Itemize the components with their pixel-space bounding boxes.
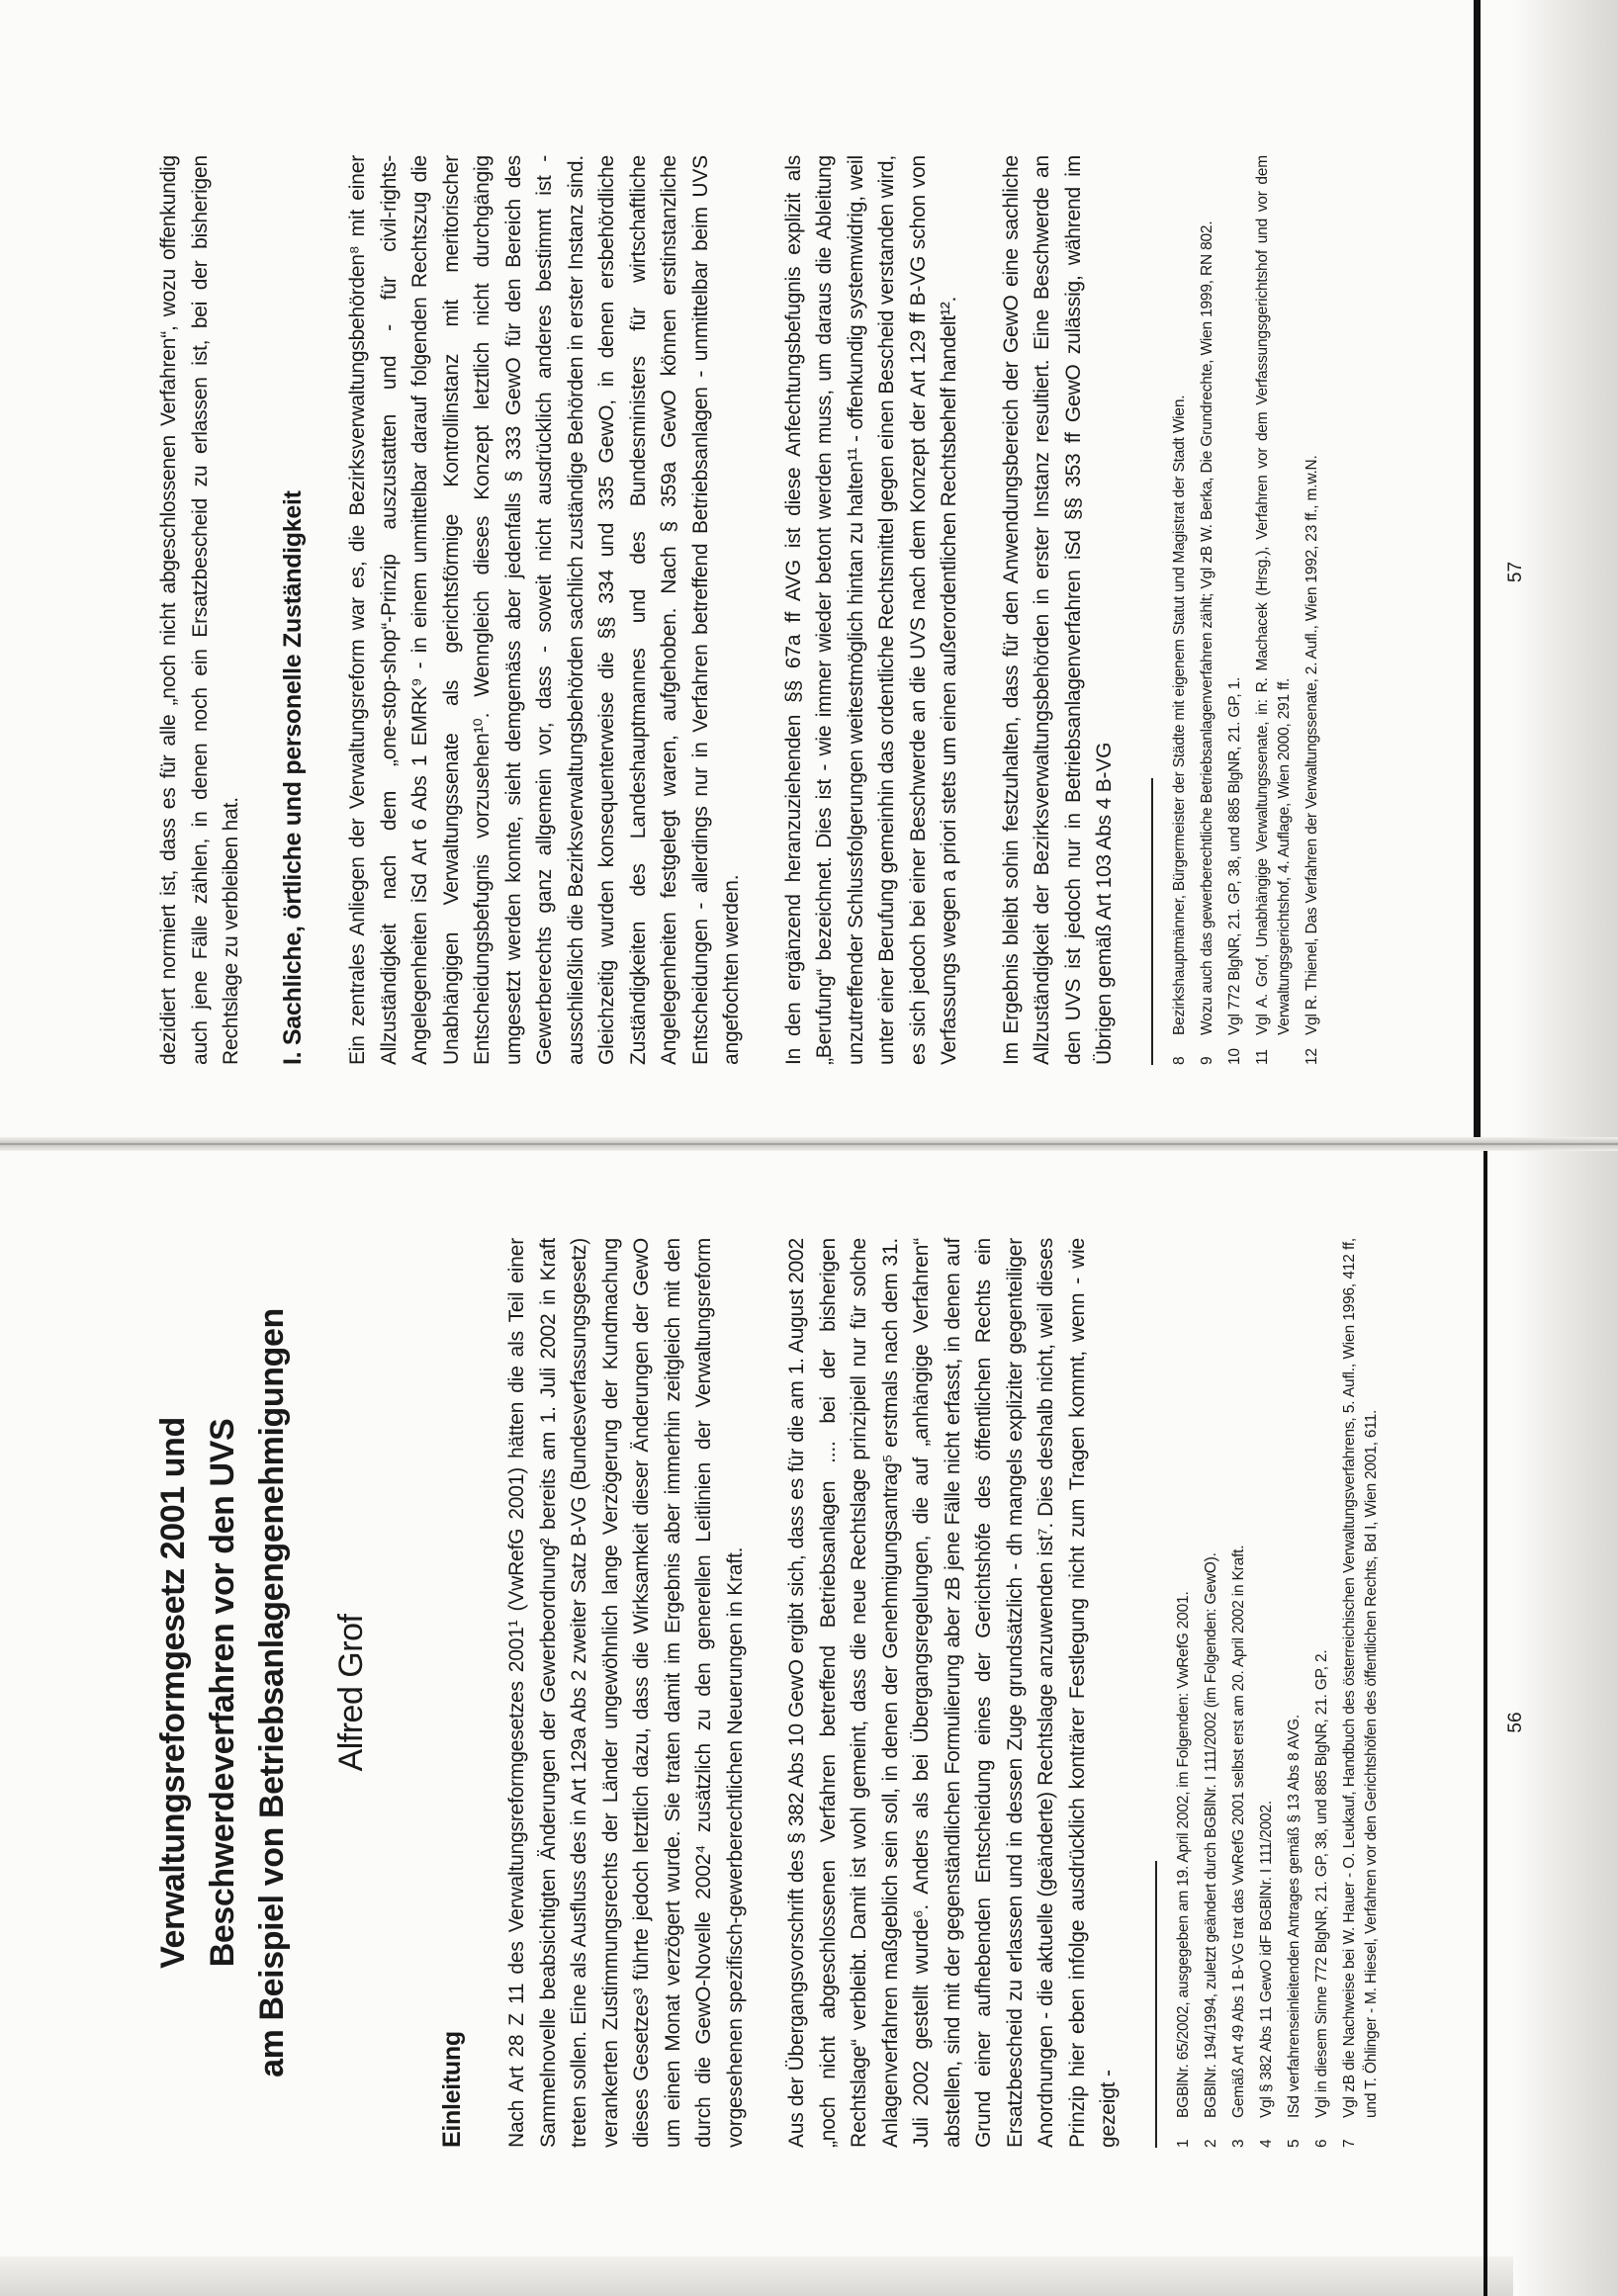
page-57-content (153, 155, 1329, 1065)
article-title (148, 1238, 297, 2148)
page-number: 57 (1505, 561, 1526, 583)
title-line: Beschwerdeverfahren vor den UVS (204, 1418, 241, 1968)
footnote (1302, 155, 1323, 1065)
page-57 (0, 0, 1618, 1144)
footnotes (1173, 1238, 1383, 2148)
footnote (1311, 1238, 1333, 2148)
footnote-text: Vgl zB die Nachweise bei W. Hauer - O. Leukauf, Handbuch des österreichischen Verwaltungsverfahrens, 5. Aufl., Wien 1996, 412 ff, und T. Öhlinger - M. Hiesel, Verfahren vor den Gerichtshöfen des öffentlichen Rechts, Bd I, Wien 2001, 611. (1340, 1238, 1380, 2118)
footnote (1197, 155, 1218, 1065)
footnote-number: 7 (1340, 2139, 1358, 2148)
body-paragraph: Im Ergebnis bleibt sohin festzuhalten, dass für den Anwendungsbereich der GewO eine sachliche Allzuständigkeit der Bezirksverwaltungsbehörden in erster Instanz resultiert. Eine Beschwerde an den UVS ist jedoch nur in Betriebsanlagenverfahren iSd §§ 353 ff GewO zulässig, während im Übrigen gemäß Art 103 Abs 4 B-VG (999, 155, 1116, 1065)
footnote-text: Vgl 772 BlgNR, 21. GP, 38, und 885 BlgNR, 21. GP, 1. (1225, 676, 1243, 1035)
footnote (1224, 155, 1246, 1065)
footnote-text: BGBlNr. 65/2002, ausgegeben am 19. April 2002, im Folgenden: VwRefG 2001. (1174, 1591, 1192, 2118)
title-line: am Beispiel von Betriebsanlagengenehmigungen (253, 1308, 291, 2077)
footnote-text: Bezirkshauptmänner, Bürgermeister der Städte mit eigenem Statut und Magistrat der Stadt Wien. (1170, 395, 1188, 1035)
footnotes (1169, 155, 1323, 1065)
title-line: Verwaltungsreformgesetz 2001 und (154, 1417, 192, 1969)
footnote (1201, 1238, 1222, 2148)
footnote (1169, 155, 1191, 1065)
footnote-text: Vgl in diesem Sinne 772 BlgNR, 21. GP, 38, und 885 BlgNR, 21. GP, 2. (1312, 1649, 1330, 2118)
footnote-text: ISd verfahrenseinleitenden Antrages gemäß § 13 Abs 8 AVG. (1285, 1715, 1303, 2118)
footnote-number: 2 (1202, 2139, 1219, 2148)
footnote-number: 12 (1303, 1048, 1320, 1065)
footnote-text: BGBlNr. 194/1994, zuletzt geändert durch BGBlNr. I 111/2002 (im Folgenden: GewO). (1202, 1552, 1219, 2118)
page-56 (0, 1149, 1618, 2296)
footnote-number: 4 (1257, 2139, 1275, 2148)
footnote (1173, 1238, 1195, 2148)
body-paragraph: In den ergänzend heranzuziehenden §§ 67a ff AVG ist diese Anfechtungsbefugnis explizit als „Berufung“ bezeichnet. Dies ist - wie immer wieder betont werden muss, um daraus die Ableitung unzutreffender Schlussfolgerungen weitestmöglich hintan zu halten¹¹ - offenkundig systemwidrig, weil unter einer Berufung gemeinhin das ordentliche Rechtsmittel gegen einen Bescheid verstanden wird, es sich jedoch bei einer Beschwerde an die UVS nach dem Konzept der Art 129 ff B-VG schon von Verfassungs wegen a priori stets um einen außerordentlichen Rechtsbehelf handelt¹². (781, 155, 960, 1065)
footnote-number: 11 (1253, 1049, 1271, 1065)
footnote-number: 8 (1170, 1056, 1188, 1065)
footnote-number: 1 (1174, 2139, 1192, 2148)
footnote-number: 10 (1225, 1048, 1243, 1065)
page-number: 56 (1505, 1712, 1526, 1733)
footnote-divider (1151, 778, 1153, 1065)
section-heading: Einleitung (437, 2031, 466, 2148)
footnote-number: 6 (1312, 2139, 1330, 2148)
body-paragraph: Nach Art 28 Z 11 des Verwaltungsreformgesetzes 2001¹ (VwRefG 2001) hätten die als Teil einer Sammelnovelle beabsichtigten Änderungen der Gewerbeordnung² bereits am 1. Juli 2002 in Kraft treten sollen. Eine als Ausfluss des in Art 129a Abs 2 zweiter Satz B-VG (Bundesverfassungsgesetz) verankerten Zustimmungsrechts der Länder ungewöhnlich lange Verzögerung der Kundmachung dieses Gesetzes³ führte jedoch letztlich dazu, dass die Wirksamkeit dieser Änderungen der GewO um einen Monat verzögert wurde. Sie traten damit im Ergebnis aber immerhin zeitgleich mit den durch die GewO-Novelle 2002⁴ zusätzlich zu den generellen Leitlinien der Verwaltungsreform vorgesehenen spezifisch-gewerberechtlichen Neuerungen in Kraft. (505, 1238, 747, 2148)
footnote (1228, 1238, 1250, 2148)
body-paragraph: Aus der Übergangsvorschrift des § 382 Abs 10 GewO ergibt sich, dass es für die am 1. August 2002 „noch nicht abgeschlossenen Verfahren betreffend Betriebsanlagen .... bei der bisherigen Rechtslage“ verbleibt. Damit ist wohl gemeint, dass die neue Rechtslage prinzipiell nur für solche Anlagenverfahren maßgeblich sein soll, in denen der Genehmigungsantrag⁵ erstmals nach dem 31. Juli 2002 gestellt wurde⁶. Anders als bei Übergangsregelungen, die auf „anhängige Verfahren“ abstellen, sind mit der gegenständlichen Formulierung aber zB jene Fälle nicht erfasst, in denen auf Grund einer aufhebenden Entscheidung eines der Gerichtshöfe des öffentlichen Rechts ein Ersatzbescheid zu erlassen und in dessen Zuge grundsätzlich - dh mangels expliziter gegenteiliger Anordnungen - die aktuelle (geänderte) Rechtslage anzuwenden ist⁷. Dies deshalb nicht, weil dieses Prinzip hier eben infolge ausdrücklich konträrer Festlegung nicht zum Tragen kommt, wenn - wie gezeigt - (785, 1238, 1120, 2148)
body-paragraph: Ein zentrales Anliegen der Verwaltungsreform war es, die Bezirksverwaltungsbehörden⁸ mit einer Allzuständigkeit nach dem „one-stop-shop“-Prinzip auszustatten und - für civil-rights-Angelegenheiten iSd Art 6 Abs 1 EMRK⁹ - in einem unmittelbar darauf folgenden Rechtszug die Unabhängigen Verwaltungssenate als gerichtsförmige Kontrollinstanz mit meritorischer Entscheidungsbefugnis vorzusehen¹⁰. Wenngleich dieses Konzept letztlich nicht durchgängig umgesetzt werden konnte, sieht demgemäss aber jedenfalls § 333 GewO für den Bereich des Gewerberechts ganz allgemein vor, dass - soweit nicht ausdrücklich anderes bestimmt ist - ausschließlich die Bezirksverwaltungsbehörden sachlich zuständige Behörden in erster Instanz sind. Gleichzeitig wurden konsequenterweise die §§ 334 und 335 GewO, in denen ersbehördliche Zuständigkeiten des Landeshauptmannes und des Bundesministers für wirtschaftliche Angelegenheiten festgelegt waren, aufgehoben. Nach § 359a GewO können erstinstanzliche Entscheidungen - allerdings nur in Verfahren betreffend Betriebsanlagen - unmittelbar beim UVS angefochten werden. (346, 155, 743, 1065)
continuation-paragraph: dezidiert normiert ist, dass es für alle „noch nicht abgeschlossenen Verfahren“, wozu offenkundig auch jene Fälle zählen, in denen noch ein Ersatzbescheid zu erlassen ist, bei der bisherigen Rechtslage zu verbleiben hat. (157, 155, 242, 1065)
footnote-text: Vgl R. Thienel, Das Verfahren der Verwaltungssenate, 2. Aufl., Wien 1992, 23 ff., m.w.N. (1303, 455, 1320, 1035)
page-56-content (148, 1238, 1389, 2148)
footnote (1339, 1238, 1383, 2148)
footnote-text: Vgl A. Grof, Unabhängige Verwaltungssenate, in: R. Machacek (Hrsg.), Verfahren vor dem Verfassungsgerichtshof und vor dem Verwaltungsgerichtshof, 4. Auflage, Wien 2000, 291 ff. (1253, 155, 1293, 1035)
footnote (1252, 155, 1296, 1065)
footnote-number: 5 (1285, 2139, 1303, 2148)
footnote-number: 9 (1198, 1056, 1215, 1065)
footnote (1284, 1238, 1305, 2148)
footnote-text: Gemäß Art 49 Abs 1 B-VG trat das VwRefG 2001 selbst erst am 20. April 2002 in Kraft. (1229, 1545, 1247, 2118)
footnote-divider (1155, 1861, 1157, 2148)
footnote-text: Wozu auch das gewerberechtliche Betriebsanlagenverfahren zählt; Vgl zB W. Berka, Die Grundrechte, Wien 1999, RN 802. (1198, 221, 1215, 1035)
author-name: Alfred Grof (332, 1614, 370, 1772)
footnote-text: Vgl § 382 Abs 11 GewO idF BGBlNr. I 111/2002. (1257, 1801, 1275, 2118)
section-heading: I. Sachliche, örtliche und personelle Zuständigkeit (278, 490, 307, 1065)
footnote (1256, 1238, 1278, 2148)
footnote-number: 3 (1229, 2139, 1247, 2148)
